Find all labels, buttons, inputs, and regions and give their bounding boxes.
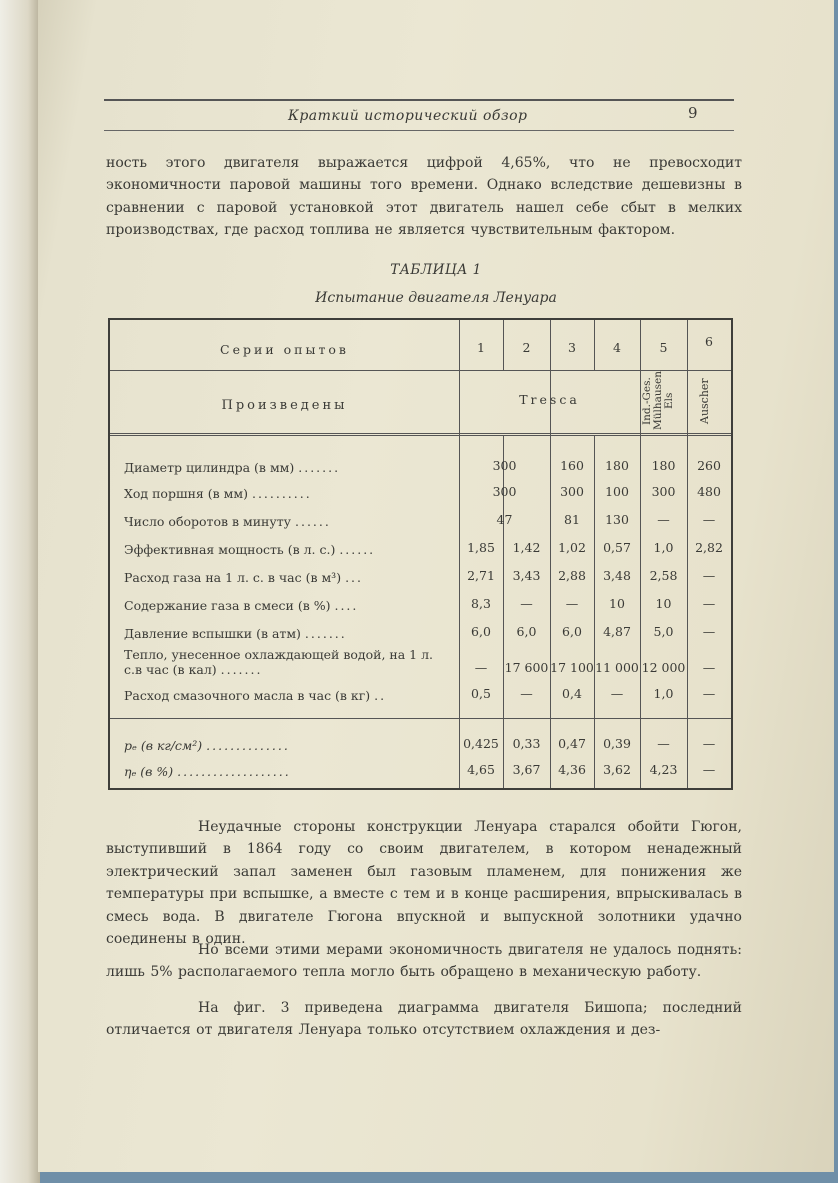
- row-label: Давление вспышки (в атм) .......: [124, 626, 347, 641]
- table-cell: 4,23: [649, 762, 678, 777]
- data-table: [108, 318, 733, 790]
- table-caption: ТАБЛИЦА 1: [390, 262, 482, 278]
- table-cell: —: [702, 660, 716, 675]
- row-label: Расход газа на 1 л. с. в час (в м³) ...: [124, 570, 363, 585]
- row-label: pₑ (в кг/см²) ..............: [124, 738, 290, 753]
- header-divider: [110, 433, 731, 436]
- table-cell: 10: [655, 596, 672, 611]
- table-cell: 5,0: [653, 624, 674, 639]
- table-cell: 0,39: [603, 736, 631, 751]
- intro-paragraph: ность этого двигателя выражается цифрой 4,65%, что не превосходит экономичности паровой машины того времени. Однако вследствие дешевизны в сравнении с паровой установкой этот двигатель нашел себе сбыт в мелких производствах, где расход топлива не является чувствительным фактором.: [106, 155, 742, 239]
- table-cell: 6,0: [471, 624, 491, 639]
- header-rule: [104, 99, 734, 101]
- book-page: [38, 0, 834, 1172]
- table-cell: 81: [564, 512, 580, 527]
- table-cell: —: [702, 596, 716, 611]
- table-cell: 47: [496, 512, 513, 527]
- row-label: Расход смазочного масла в час (в кг) ..: [124, 688, 387, 703]
- table-cell: 3,67: [512, 762, 541, 777]
- table-cell: 2,88: [558, 568, 586, 583]
- table-cell: 10: [609, 596, 625, 611]
- table-cell: —: [657, 512, 670, 527]
- table-cell: 3,43: [512, 568, 541, 583]
- table-cell: 2,58: [649, 568, 678, 583]
- table-cell: 12 000: [641, 660, 686, 675]
- table-cell: 180: [651, 458, 676, 473]
- table-cell: —: [610, 686, 624, 701]
- table-cell: —: [702, 568, 716, 583]
- body-paragraph: Неудачные стороны конструкции Ленуара старался обойти Гюгон, выступивший в 1864 году со своим двигателем, в котором ненадежный электрический запал заменен был газовым пламенем, для понижения же температуры при вспышке, а вместе с тем и в конце расширения, впрыскивалась в смесь вода. В двигателе Гюгона впускной и выпускной золотники удачно соединены в один.: [106, 819, 742, 948]
- table-cell: 300: [560, 484, 584, 499]
- table-cell: 130: [605, 512, 629, 527]
- table-cell: 1,42: [512, 540, 541, 555]
- book-spine: [0, 0, 40, 1183]
- table-cell: —: [702, 736, 716, 751]
- running-title: Краткий исторический обзор: [288, 108, 528, 124]
- col-divider: [503, 720, 504, 788]
- table-cell: 480: [697, 484, 721, 499]
- performer-auscher: Auscher: [698, 378, 711, 424]
- table-cell: —: [702, 762, 716, 777]
- table-cell: 1,85: [467, 540, 495, 555]
- table-cell: 0,47: [558, 736, 586, 751]
- table-cell: 300: [492, 458, 517, 473]
- table-cell: 0,5: [471, 686, 491, 701]
- table-cell: 1,0: [653, 540, 674, 555]
- table-cell: 100: [605, 484, 629, 499]
- table-cell: 4,36: [558, 762, 586, 777]
- performer-ind-ges: Ind.-Ges. Mülhausen Els: [641, 370, 675, 430]
- table-cell: 6,0: [562, 624, 582, 639]
- table-cell: 4,65: [467, 762, 495, 777]
- table-cell: —: [702, 512, 716, 527]
- table-cell: 17 100: [550, 660, 594, 675]
- table-cell: 11 000: [595, 660, 639, 675]
- series-number: 3: [568, 340, 576, 355]
- row-label: Число оборотов в минуту ......: [124, 514, 331, 529]
- series-number: 6: [705, 334, 713, 349]
- table-cell: —: [657, 736, 670, 751]
- table-cell: 0,425: [463, 736, 499, 751]
- table-cell: 1,02: [558, 540, 586, 555]
- performer-tresca: Tresca: [519, 392, 580, 407]
- table-cell: 3,48: [603, 568, 631, 583]
- table-cell: —: [565, 596, 579, 611]
- row-label: ηₑ (в %) ...................: [124, 764, 291, 779]
- row-divider: [110, 370, 731, 371]
- table-cell: 260: [697, 458, 721, 473]
- row-label: Тепло, унесенное охлаждающей водой, на 1 л. с.в час (в кал) .......: [124, 647, 434, 677]
- table-subtitle: Испытание двигателя Ленуара: [315, 290, 557, 306]
- table-cell: 1,0: [653, 686, 674, 701]
- table-cell: —: [520, 686, 533, 701]
- series-number: 5: [659, 340, 668, 355]
- table-cell: 8,3: [471, 596, 491, 611]
- series-label: Серии опытов: [220, 342, 349, 357]
- table-cell: 0,57: [603, 540, 631, 555]
- row-divider: [110, 718, 731, 719]
- table-cell: 4,87: [603, 624, 631, 639]
- performed-label: Произведены: [221, 398, 348, 413]
- table-cell: 300: [492, 484, 517, 499]
- table-cell: 3,62: [603, 762, 631, 777]
- header-rule-lower: [104, 130, 734, 131]
- table-cell: 0,33: [512, 736, 541, 751]
- table-cell: 2,82: [695, 540, 723, 555]
- row-label: Ход поршня (в мм) ..........: [124, 486, 312, 501]
- row-label: Содержание газа в смеси (в %) ....: [124, 598, 359, 613]
- row-label: Диаметр цилиндра (в мм) .......: [124, 460, 341, 475]
- table-cell: —: [474, 660, 488, 675]
- table-cell: 160: [560, 458, 584, 473]
- page-number: 9: [688, 104, 698, 122]
- table-cell: 180: [605, 458, 629, 473]
- table-cell: 6,0: [516, 624, 537, 639]
- table-cell: 17 600: [504, 660, 549, 675]
- table-cell: 0,4: [562, 686, 582, 701]
- body-paragraph: Но всеми этими мерами экономичность двигателя не удалось поднять: лишь 5% располагаемого тепла могло быть обращено в механическую работу.: [106, 942, 742, 981]
- table-cell: 300: [651, 484, 676, 499]
- series-number: 2: [522, 340, 531, 355]
- series-number: 1: [477, 340, 485, 355]
- table-cell: 2,71: [467, 568, 495, 583]
- body-paragraph: На фиг. 3 приведена диаграмма двигателя Бишопа; последний отличается от двигателя Ленуара только отсутствием охлаждения и дез-: [106, 1000, 742, 1039]
- table-cell: —: [520, 596, 533, 611]
- series-number: 4: [613, 340, 621, 355]
- table-cell: —: [702, 624, 716, 639]
- table-cell: —: [702, 686, 716, 701]
- row-label: Эффективная мощность (в л. с.) ......: [124, 542, 376, 557]
